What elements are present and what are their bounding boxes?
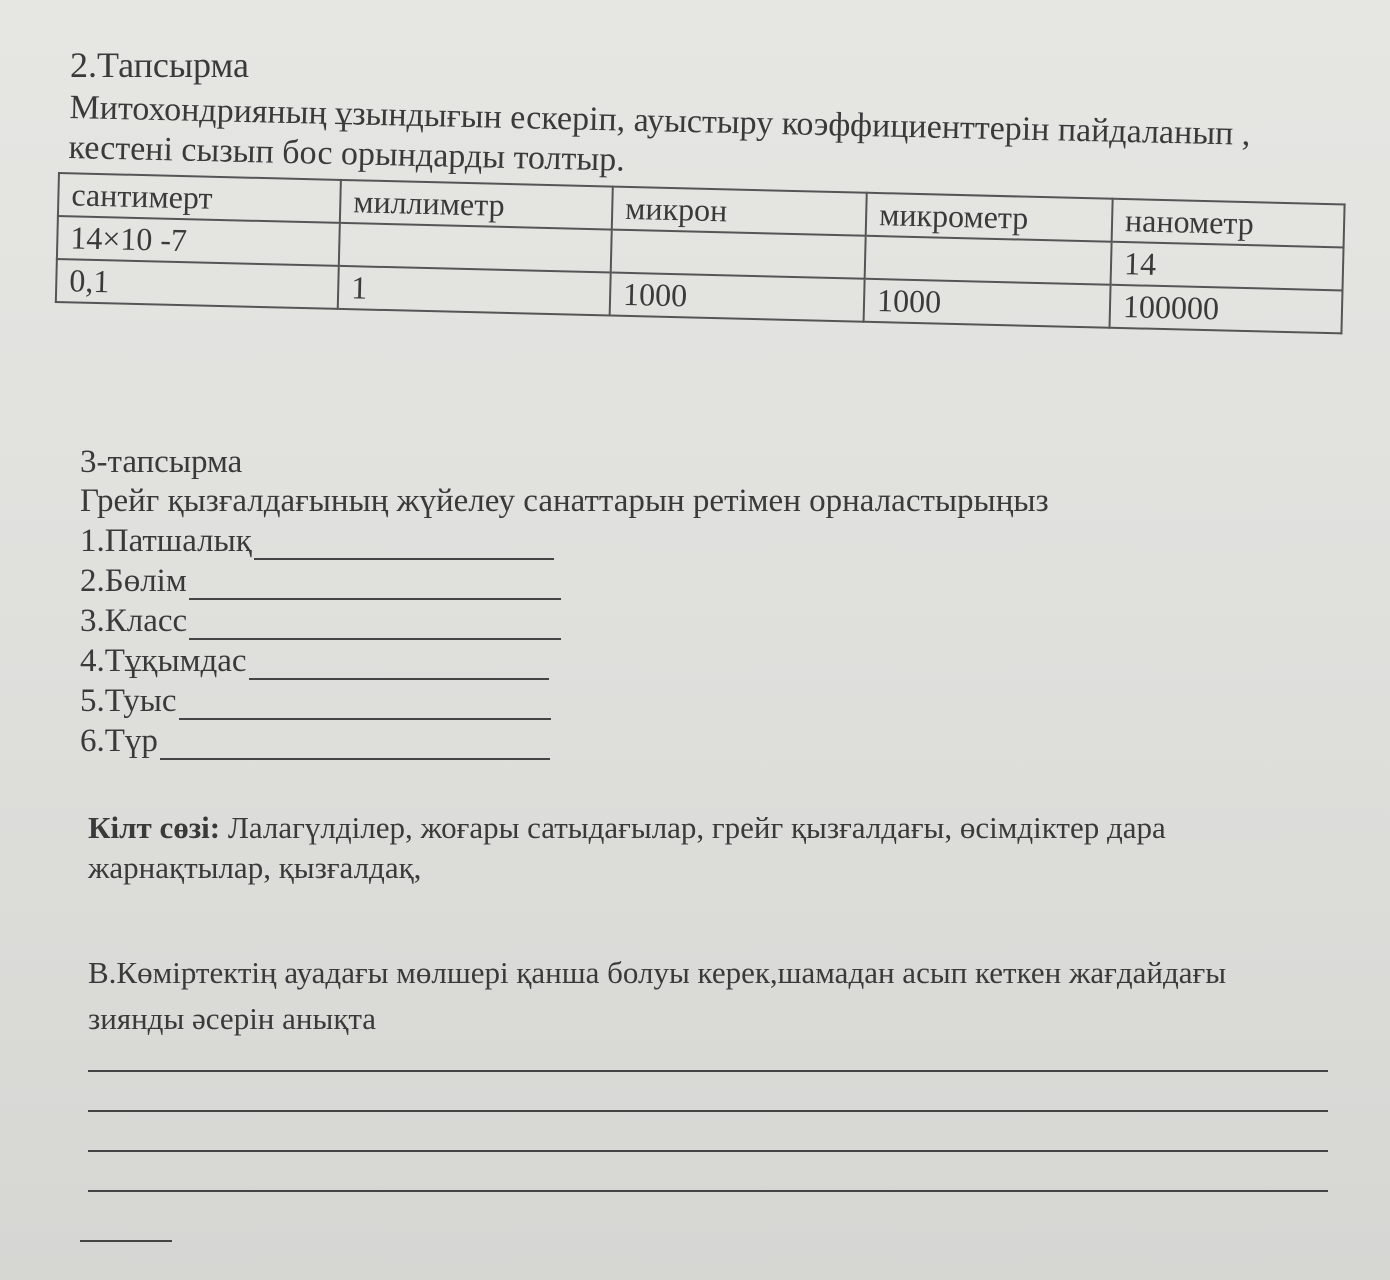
task2-instructions: Митохондрияның ұзындығын ескеріп, ауыстыру коэффициенттерін пайдаланып , кестені сызып бос орындарды толтыр. [68,88,1251,179]
answer-line[interactable] [88,1150,1328,1152]
task3-title: 3-тапсырма [80,444,243,480]
table-cell: 1000 [610,273,865,322]
list-item [80,560,1180,600]
rank-label: 6.Түр [80,723,158,759]
task3-section [80,444,1180,760]
answer-line[interactable] [80,1240,172,1242]
table-header-cell: миллиметр [340,180,613,230]
table-cell: 14 [1111,242,1344,291]
task3-instructions: Грейг қызғалдағының жүйелеу санаттарын ретімен орналастырыңыз [80,483,1049,519]
answer-blank[interactable] [249,654,549,680]
keywords-label: Кілт сөзі: [88,810,221,845]
table-header-cell: сантимерт [58,173,341,223]
keywords-text: Лалагүлділер, жоғары сатыдағылар, грейг қызғалдағы, өсімдіктер дара жарнақтылар, қызғалдақ, [88,810,1166,885]
rank-label: 4.Тұқымдас [80,643,247,679]
table-cell-blank[interactable] [611,230,866,279]
table-cell-blank[interactable] [865,236,1112,285]
answer-blank[interactable] [189,614,561,640]
table-cell-blank[interactable] [339,223,612,273]
table-cell: 0,1 [56,259,339,309]
list-item [80,600,1180,640]
answer-line[interactable] [88,1190,1328,1192]
rank-label: 5.Туыс [80,683,177,719]
rank-label: 2.Бөлім [80,563,187,599]
answer-blank[interactable] [189,574,561,600]
rank-label: 1.Патшалық [80,523,252,559]
answer-line[interactable] [88,1110,1328,1112]
task2-title: 2.Тапсырма [70,45,249,85]
answer-blank[interactable] [254,534,554,560]
list-item [80,720,1180,760]
table-cell: 14×10 -7 [57,216,340,266]
taskB-question: В.Көміртектің ауадағы мөлшері қанша болуы керек,шамадан асып кеткен жағдайдағы зиянды әсерін анықта [88,955,1227,1036]
answer-line[interactable] [88,1070,1328,1072]
rank-list [80,520,1180,760]
table-header-cell: микрометр [866,193,1113,242]
keywords-paragraph [88,808,1248,888]
list-item [80,680,1180,720]
table-header-cell: микрон [612,187,867,236]
table-header-cell: нанометр [1112,199,1345,248]
table-cell: 100000 [1110,285,1343,334]
answer-blank[interactable] [179,694,551,720]
conversion-table-wrapper [55,172,1346,334]
rank-label: 3.Класс [80,603,188,639]
table-cell: 1000 [864,279,1111,328]
list-item [80,640,1180,680]
list-item [80,520,1180,560]
table-cell: 1 [338,266,611,316]
conversion-table [55,172,1346,334]
answer-blank[interactable] [160,734,550,760]
